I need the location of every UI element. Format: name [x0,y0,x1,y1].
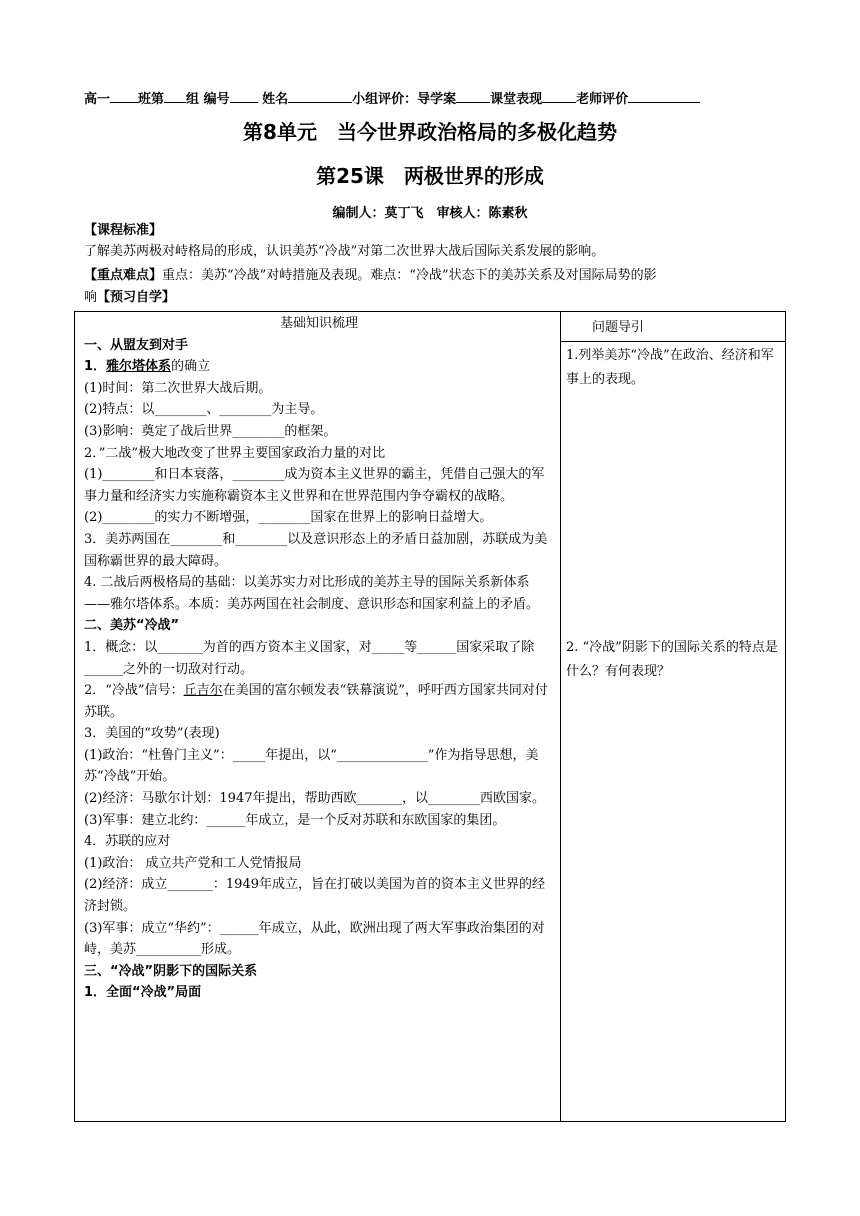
standard-text: 了解美苏两极对峙格局的形成，认识美苏“冷战”对第二次世界大战后国际关系发展的影响。 [84,244,605,259]
lesson-title: 第25课 两极世界的形成 [316,164,544,188]
grade-label: 高一 [84,92,111,107]
s2-item3-2: (2)经济：马歇尔计划：1947年提出，帮助西欧_______，以________西欧国家。 [84,791,545,807]
s2-item2-label: 2．“冷战”信号： [84,683,184,699]
teacher-eval-label: 老师评价 [576,92,629,107]
s2-item4-3: (3)军事：成立“华约”：______年成立，从此，欧洲出现了两大军事政治集团的对峙，美苏__________形成。 [84,920,545,958]
s2-item3-3: (3)军事：建立北约：______年成立，是一个反对苏联和东欧国家的集团。 [84,812,506,828]
knowledge-column [84,313,554,1004]
right-column-header: 问题导引 [592,320,645,335]
question-1: 1.列举美苏“冷战”在政治、经济和军事上的表现。 [566,348,774,387]
s1-line1: (1)时间：第二次世界大战后期。 [84,380,272,396]
blank [164,90,186,103]
blank [230,90,258,103]
standard-heading [84,220,162,241]
s1-item1 [84,356,554,378]
section2-heading: 二、美苏“冷战” [84,618,180,634]
s2-item2 [84,680,554,723]
s2-item3: 3．美国的“攻势”(表现) [84,726,220,742]
s1-item1-num: 1． [84,359,107,375]
section1-heading: 一、从盟友到对手 [84,337,189,353]
keypoints-text: 重点：美苏“冷战”对峙措施及表现。难点：“冷战”状态下的美苏关系及对国际局势的影 [162,268,657,283]
s2-item4-2: (2)经济：成立_______：1949年成立，旨在打破以美国为首的资本主义世界的经济封锁。 [84,877,545,915]
class-perf-label: 课堂表现 [490,92,543,107]
blank [288,90,352,103]
blank [110,90,138,103]
student-info-line [84,88,784,107]
s1-item1-rest: 的确立 [171,359,211,375]
s2-item4-1: (1)政治： 成立共产党和工人党情报局 [84,855,302,871]
blank [542,90,576,103]
class-label: 班第 [138,92,165,107]
question-2: 2. “冷战”阴影下的国际关系的特点是什么？有何表现？ [566,640,778,679]
right-header-divider [561,341,786,342]
preview-heading: 【预习自学】 [97,290,176,305]
s2-item2-rest: 在美国的富尔顿发表“铁幕演说”，呼吁西方国家共同对付苏联。 [84,683,548,720]
keypoints-text-cont: 响 [84,290,98,305]
s1-item4: 4. 二战后两极格局的基础：以美苏实力对比形成的美苏主导的国际关系新体系——雅尔塔体系。本质：美苏两国在社会制度、意识形态和国家利益上的矛盾。 [84,575,540,612]
editors-line: 编制人：莫丁飞 审核人：陈素秋 [332,206,528,221]
blank [456,90,490,103]
section3-heading: 三、“冷战”阴影下的国际关系 [84,963,258,979]
number-label: 编号 [203,92,230,107]
s2-item1: 1．概念：以_______为首的西方资本主义国家，对_____等______国家采取了除______之外的一切敌对行动。 [84,639,535,677]
name-label: 姓名 [262,92,289,107]
blank [628,90,700,103]
keypoints-heading: 【重点难点】 [84,268,163,283]
s1-line3: (3)影响：奠定了战后世界________的框架。 [84,423,337,439]
s1-item3: 3．美苏两国在________和________以及意识形态上的矛盾日益加剧，苏联成为美国称霸世界的最大障碍。 [84,531,548,569]
keypoints-line-2 [84,287,175,308]
group-eval-label: 小组评价：导学案 [352,92,457,107]
s2-item2-person: 丘吉尔 [183,683,223,699]
s1-item2-2: (2)________的实力不断增强，________国家在世界上的影响日益增大。 [84,510,493,526]
column-divider [560,311,561,1122]
unit-title: 第8单元 当今世界政治格局的多极化趋势 [243,120,617,144]
s1-item1-term: 雅尔塔体系 [106,359,172,375]
standard-heading-text: 【课程标准】 [84,223,163,238]
s1-line2: (2)特点：以________、________为主导。 [84,402,324,418]
group-label: 组 [186,92,200,107]
s1-item2-1: (1)________和日本衰落，________成为资本主义世界的霸主，凭借自己强大的军事力量和经济实力实施称霸资本主义世界和在世界范围内争夺霸权的战略。 [84,467,545,504]
s3-item1: 1．全面“冷战”局面 [84,985,202,1001]
s1-item2: 2．”二战”极大地改变了世界主要国家政治力量的对比 [84,445,386,461]
left-column-header: 基础知识梳理 [279,316,358,331]
s2-item3-1: (1)政治：“杜鲁门主义”：_____年提出，以“______________”作为指导思想，美苏“冷战”开始。 [84,747,539,785]
s2-item4: 4．苏联的应对 [84,834,171,850]
keypoints-line [84,265,784,286]
